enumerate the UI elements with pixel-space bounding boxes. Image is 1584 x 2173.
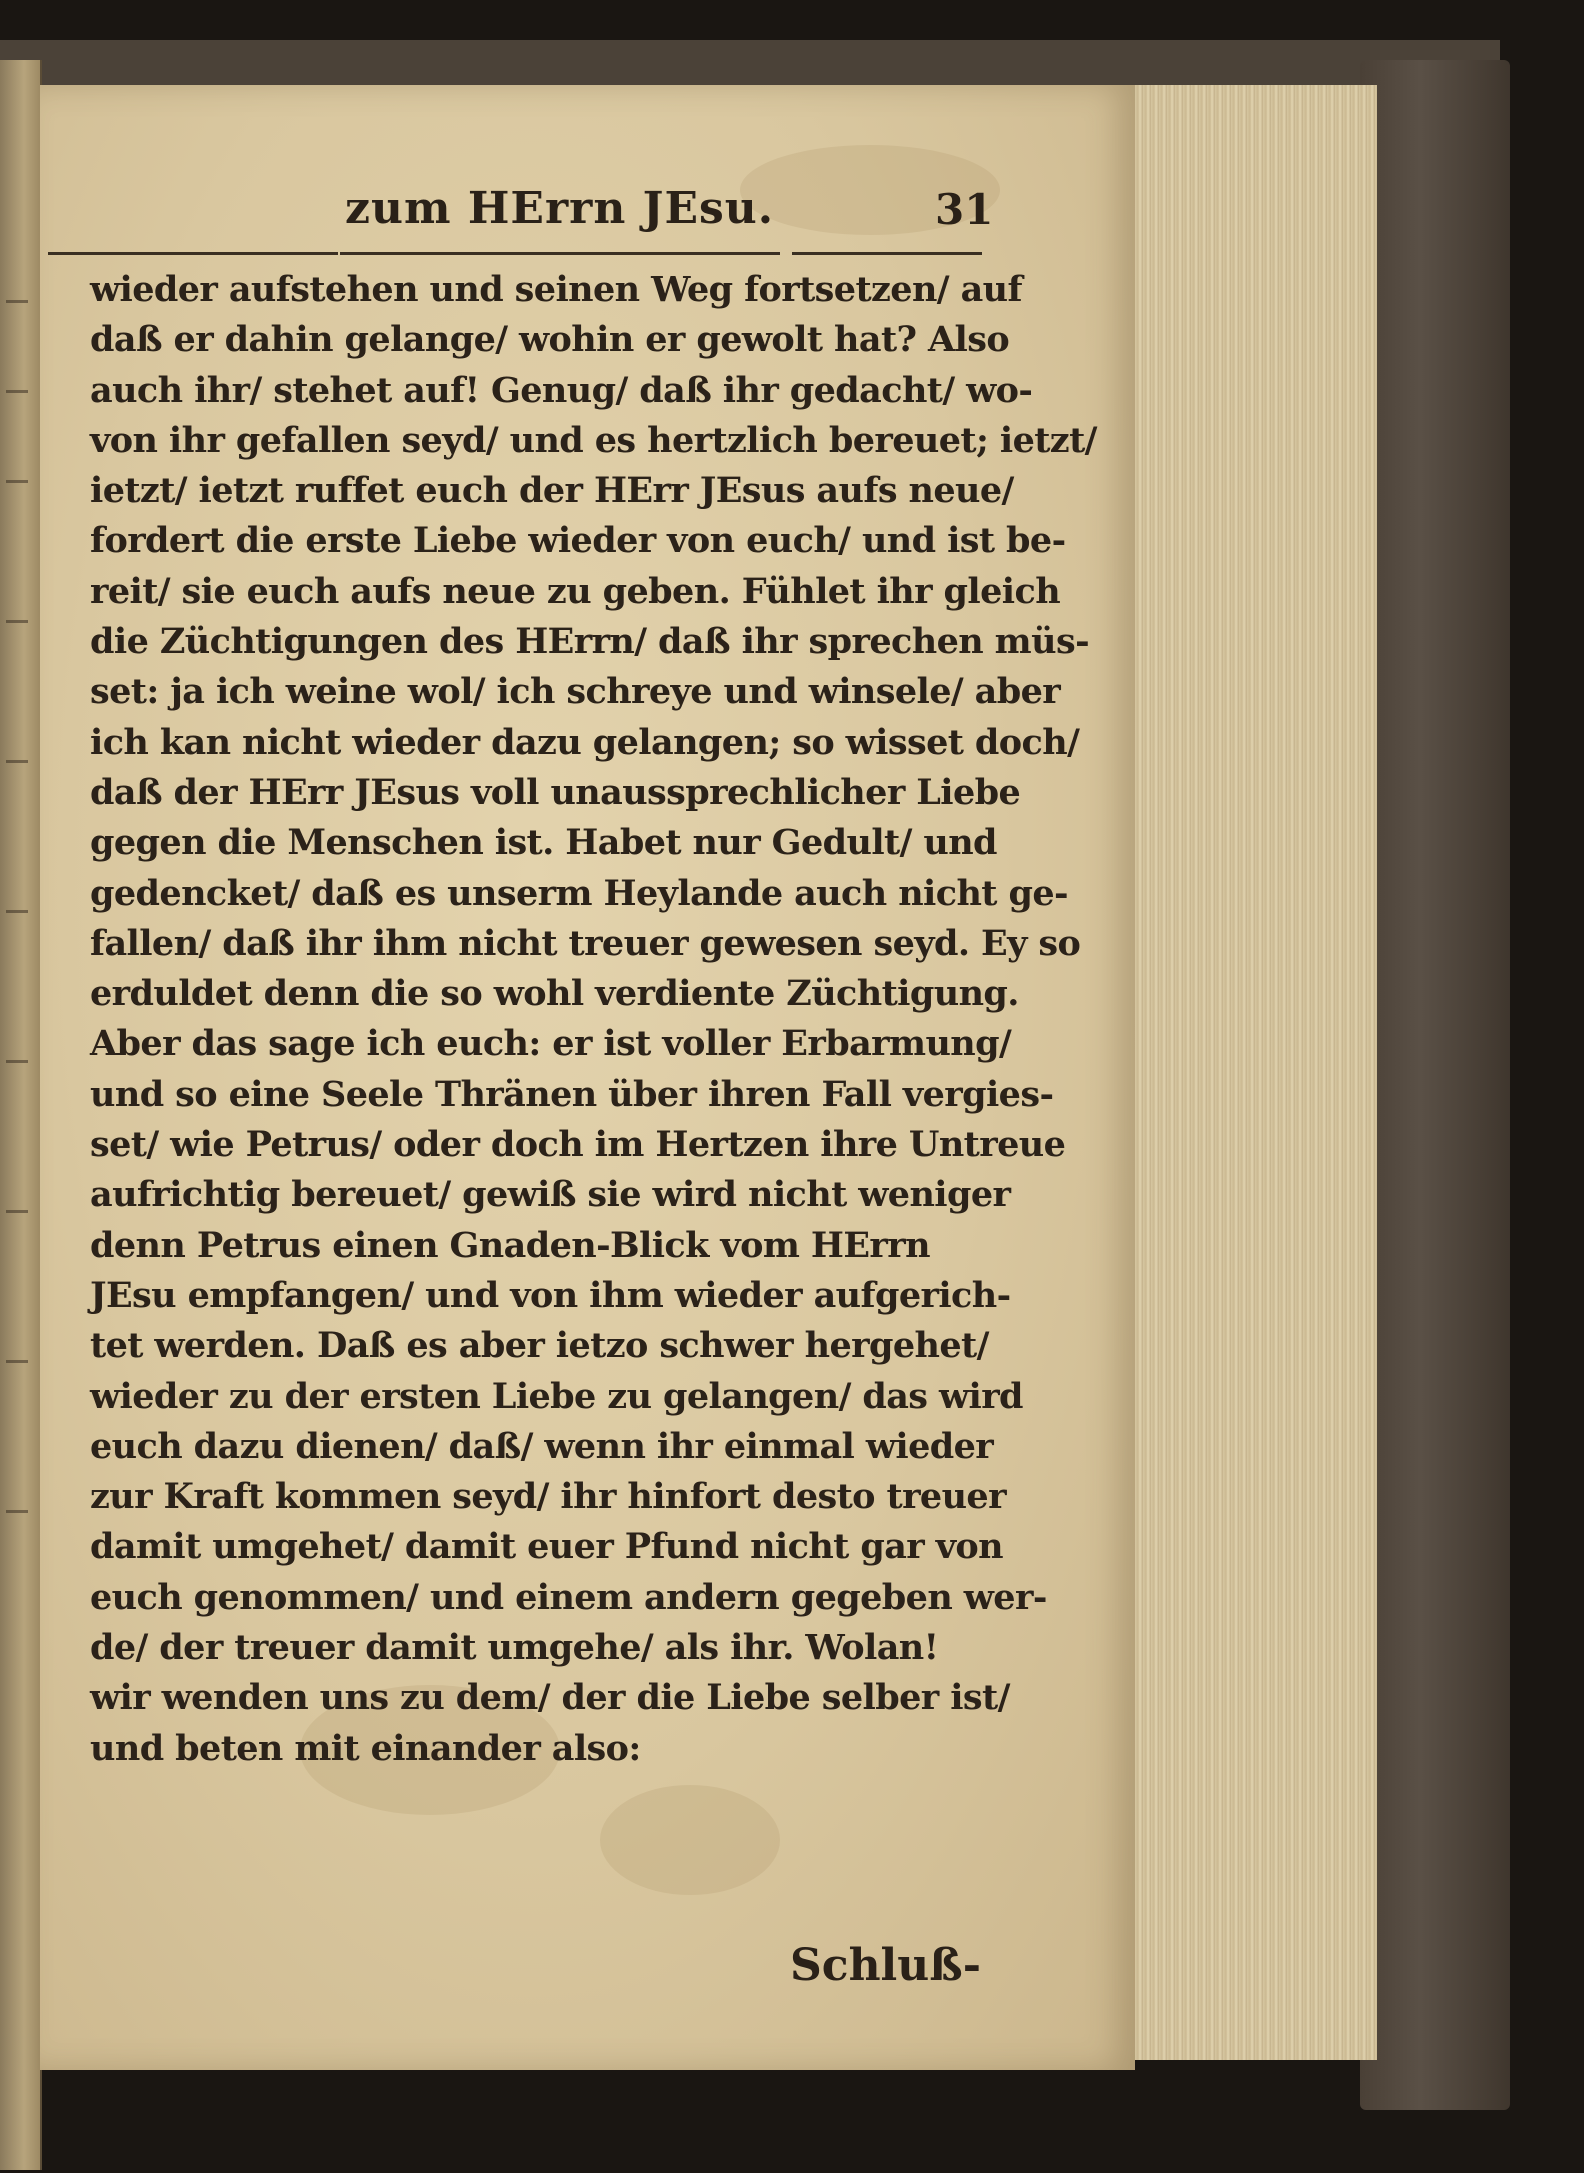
text-line: zur Kraft kommen seyd/ ihr hinfort desto treuer (90, 1476, 1006, 1518)
page-edges (1125, 85, 1377, 2060)
header-rule (48, 252, 338, 255)
facing-page-mark (6, 1060, 28, 1063)
facing-page-mark (6, 910, 28, 913)
running-title: zum HErrn JEsu. (345, 183, 775, 234)
facing-page-mark (6, 1360, 28, 1363)
text-line: daß er dahin gelange/ wohin er gewolt hat? Also (90, 319, 1010, 361)
body-text (90, 265, 1097, 1774)
facing-page-mark (6, 760, 28, 763)
text-line: gedencket/ daß es unserm Heylande auch nicht ge- (90, 872, 1068, 914)
facing-page-mark (6, 390, 28, 393)
text-line: euch genommen/ und einem andern gegeben wer- (90, 1576, 1047, 1618)
text-line: Aber das sage ich euch: er ist voller Erbarmung/ (90, 1023, 1012, 1065)
text-line: erduldet denn die so wohl verdiente Züchtigung. (90, 973, 1019, 1015)
text-line: gegen die Menschen ist. Habet nur Gedult/ und (90, 822, 997, 864)
text-line: euch dazu dienen/ daß/ wenn ihr einmal wieder (90, 1425, 994, 1467)
book-page (40, 85, 1135, 2070)
paper-stain (600, 1785, 780, 1895)
facing-page-mark (6, 480, 28, 483)
text-line: und so eine Seele Thränen über ihren Fall vergies- (90, 1073, 1054, 1115)
text-line: tet werden. Daß es aber ietzo schwer hergehet/ (90, 1325, 989, 1367)
text-line: und beten mit einander also: (90, 1727, 641, 1769)
text-line: daß der HErr JEsus voll unaussprechlicher Liebe (90, 771, 1021, 813)
text-line: aufrichtig bereuet/ gewiß sie wird nicht weniger (90, 1174, 1011, 1216)
binding-cover (1360, 60, 1510, 2110)
text-line: set/ wie Petrus/ oder doch im Hertzen ihre Untreue (90, 1124, 1066, 1166)
text-line: ich kan nicht wieder dazu gelangen; so wisset doch/ (90, 721, 1080, 763)
text-line: denn Petrus einen Gnaden-Blick vom HErrn (90, 1224, 930, 1266)
header-rule (340, 252, 780, 255)
text-line: auch ihr/ stehet auf! Genug/ daß ihr gedacht/ wo- (90, 369, 1033, 411)
facing-page-mark (6, 620, 28, 623)
facing-page-mark (6, 1510, 28, 1513)
text-line: JEsu empfangen/ und von ihm wieder aufgerich- (90, 1274, 1011, 1316)
text-line: damit umgehet/ damit euer Pfund nicht gar von (90, 1526, 1004, 1568)
page-number: 31 (935, 185, 994, 234)
text-line: fallen/ daß ihr ihm nicht treuer gewesen seyd. Ey so (90, 922, 1081, 964)
text-line: wieder zu der ersten Liebe zu gelangen/ das wird (90, 1375, 1023, 1417)
text-line: de/ der treuer damit umgehe/ als ihr. Wolan! (90, 1627, 939, 1669)
text-line: set: ja ich weine wol/ ich schreye und winsele/ aber (90, 671, 1061, 713)
header-rule (792, 252, 982, 255)
facing-page-mark (6, 300, 28, 303)
facing-page-mark (6, 1210, 28, 1213)
text-line: ietzt/ ietzt ruffet euch der HErr JEsus aufs neue/ (90, 470, 1014, 512)
text-line: wir wenden uns zu dem/ der die Liebe selber ist/ (90, 1677, 1010, 1719)
text-line: die Züchtigungen des HErrn/ daß ihr sprechen müs- (90, 621, 1089, 663)
text-line: reit/ sie euch aufs neue zu geben. Fühlet ihr gleich (90, 570, 1061, 612)
facing-page-edge (0, 60, 42, 2170)
catchword: Schluß- (790, 1940, 981, 1991)
text-line: wieder aufstehen und seinen Weg fortsetzen/ auf (90, 269, 1022, 310)
text-line: von ihr gefallen seyd/ und es hertzlich bereuet; ietzt/ (90, 419, 1097, 461)
text-line: fordert die erste Liebe wieder von euch/ und ist be- (90, 520, 1066, 562)
